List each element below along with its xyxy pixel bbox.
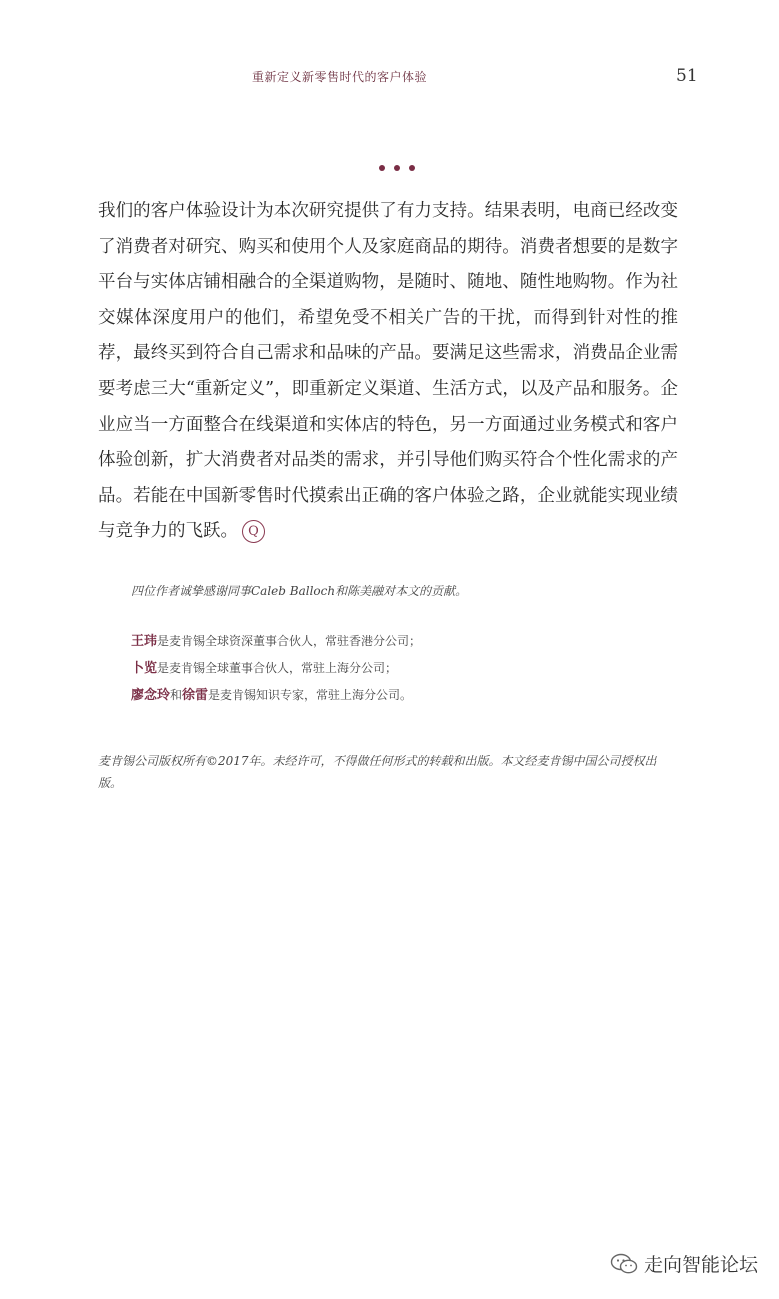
section-divider bbox=[379, 165, 415, 171]
divider-dot bbox=[394, 165, 400, 171]
author-conj: 和 bbox=[170, 688, 183, 702]
acknowledgement: 四位作者诚挚感谢同事Caleb Balloch和陈美融对本文的贡献。 bbox=[131, 584, 468, 598]
body-paragraph bbox=[98, 194, 678, 550]
author-desc: 是麦肯锡全球董事合伙人，常驻上海分公司； bbox=[157, 661, 398, 675]
author-name: 卜览 bbox=[131, 661, 158, 676]
wechat-icon bbox=[610, 1253, 638, 1275]
author-line bbox=[131, 682, 421, 709]
author-name: 王玮 bbox=[131, 634, 158, 649]
author-desc: 是麦肯锡全球资深董事合伙人，常驻香港分公司； bbox=[157, 634, 422, 648]
author-line bbox=[131, 655, 421, 682]
copyright-notice: 麦肯锡公司版权所有©2017年。未经许可，不得做任何形式的转载和出版。本文经麦肯锡中国公司授权出版。 bbox=[98, 754, 657, 790]
q-end-mark-icon: Q bbox=[242, 520, 265, 543]
body-text: 我们的客户体验设计为本次研究提供了有力支持。结果表明，电商已经改变了消费者对研究、购买和使用个人及家庭商品的期待。消费者想要的是数字平台与实体店铺相融合的全渠道购物，是随时、随地、随性地购物。作为社交媒体深度用户的他们，希望免受不相关广告的干扰，而得到针对性的推荐，最终买到符合自己需求和品味的产品。要满足这些需求，消费品企业需要考虑三大“重新定义”，即重新定义渠道、生活方式，以及产品和服务。企业应当一方面整合在线渠道和实体店的特色，另一方面通过业务模式和客户体验创新，扩大消费者对品类的需求，并引导他们购买符合个性化需求的产品。若能在中国新零售时代摸索出正确的客户体验之路，企业就能实现业绩与竞争力的飞跃。 bbox=[98, 201, 678, 542]
author-list bbox=[131, 628, 421, 709]
author-desc: 是麦肯锡知识专家，常驻上海分公司。 bbox=[208, 688, 413, 702]
watermark-text: 走向智能论坛 bbox=[644, 1254, 759, 1276]
divider-dot bbox=[379, 165, 385, 171]
divider-dot bbox=[409, 165, 415, 171]
author-name: 徐雷 bbox=[182, 688, 209, 703]
author-line bbox=[131, 628, 421, 655]
page-number: 51 bbox=[676, 66, 698, 86]
author-name: 廖念玲 bbox=[131, 688, 171, 703]
watermark bbox=[610, 1250, 758, 1277]
running-header-title: 重新定义新零售时代的客户体验 bbox=[252, 70, 428, 84]
